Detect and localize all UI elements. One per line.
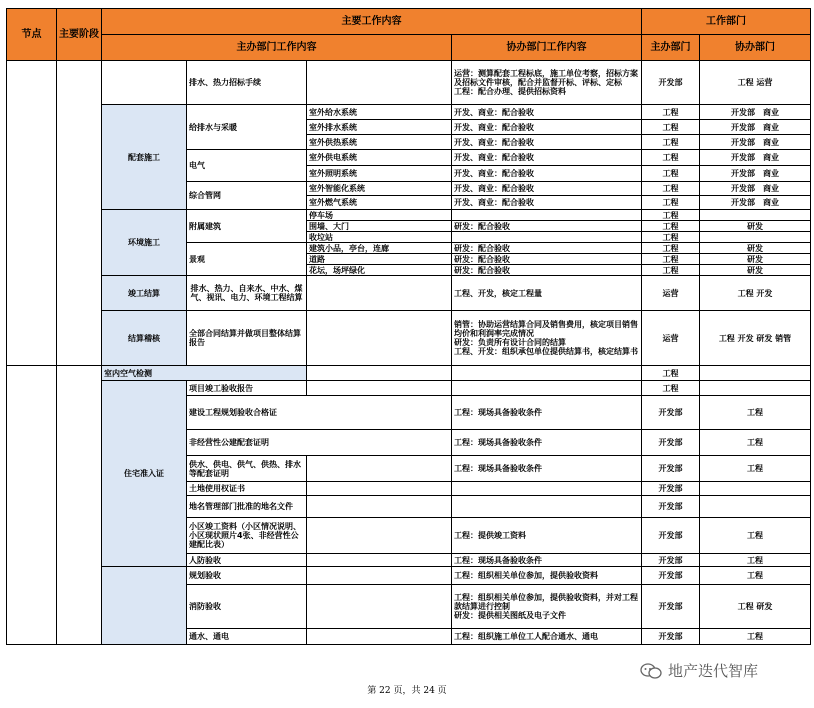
table-cell [307, 554, 452, 567]
table-cell: 综合管网 [187, 182, 307, 210]
table-cell [452, 210, 642, 221]
table-cell: 销管：协助运营结算合同及销售费用，核定项目销售均价和利润率完成情况 研发：负责所有设计合同的结算 工程、开发：组织承包单位提供结算书，核定结算书 [452, 311, 642, 366]
table-cell: 工程 [642, 221, 700, 232]
table-cell: 开发、商业：配合验收 [452, 105, 642, 120]
table-cell: 室外供热系统 [307, 135, 452, 150]
table-cell: 开发部 [642, 518, 700, 554]
stage-cell [57, 366, 102, 645]
table-cell: 工程：现场具备验收条件 [452, 456, 642, 482]
stage-cell [57, 61, 102, 366]
table-cell: 电气 [187, 150, 307, 182]
table-cell [307, 567, 452, 585]
table-cell: 土地使用权证书 [187, 482, 307, 496]
table-cell [307, 518, 452, 554]
header-node: 节点 [7, 9, 57, 61]
category-cell: 结算稽核 [102, 311, 187, 366]
category-cell: 环境施工 [102, 210, 187, 276]
table-cell [452, 482, 642, 496]
table-cell: 工程 [642, 196, 700, 210]
table-cell: 研发 [700, 265, 811, 276]
table-cell: 室外排水系统 [307, 120, 452, 135]
table-cell: 工程：现场具备验收条件 [452, 430, 642, 456]
table-cell: 研发 [700, 254, 811, 265]
table-cell: 室外智能化系统 [307, 182, 452, 196]
table-cell [307, 61, 452, 105]
table-cell [307, 456, 452, 482]
category-cell [102, 567, 187, 645]
table-cell: 工程 [700, 456, 811, 482]
table-cell [700, 482, 811, 496]
table-cell: 开发部 [642, 456, 700, 482]
table-cell: 开发部 商业 [700, 182, 811, 196]
header-assist-content: 协办部门工作内容 [452, 35, 642, 61]
table-cell: 围墙、大门 [307, 221, 452, 232]
watermark-text: 地产迭代智库 [668, 663, 759, 680]
table-cell [307, 629, 452, 645]
header-dept: 工作部门 [642, 9, 811, 35]
table-cell: 全部合同结算并做项目整体结算报告 [187, 311, 307, 366]
table-cell: 非经营性公建配套证明 [187, 430, 452, 456]
table-cell [700, 496, 811, 518]
table-cell: 工程 [700, 518, 811, 554]
table-cell: 工程 [700, 554, 811, 567]
table-cell [307, 585, 452, 629]
watermark [640, 660, 758, 681]
table-cell: 工程 [700, 567, 811, 585]
table-cell: 开发部 [642, 482, 700, 496]
table-cell: 工程 研发 [700, 585, 811, 629]
table-cell: 工程 [700, 629, 811, 645]
table-cell: 道路 [307, 254, 452, 265]
table-cell: 开发、商业：配合验收 [452, 166, 642, 182]
category-cell: 室内空气检测 [102, 366, 307, 381]
table-cell: 工程 [642, 166, 700, 182]
table-cell: 开发部 商业 [700, 105, 811, 120]
category-cell [102, 61, 187, 105]
table-cell: 开发、商业：配合验收 [452, 196, 642, 210]
header-main-work: 主要工作内容 [102, 9, 642, 35]
table-cell: 工程：组织相关单位参加，提供验收资料，并对工程款结算进行控制 研发：提供相关图纸及电子文件 [452, 585, 642, 629]
table-cell: 花坛，场坪绿化 [307, 265, 452, 276]
table-cell: 规划验收 [187, 567, 307, 585]
wechat-icon [640, 663, 662, 679]
table-cell: 供水、供电、供气、供热、排水等配套证明 [187, 456, 307, 482]
table-cell: 运营 [642, 276, 700, 311]
table-cell: 工程 开发 [700, 276, 811, 311]
table-cell [307, 276, 452, 311]
table-cell: 工程 [642, 381, 700, 396]
table-cell: 开发部 商业 [700, 166, 811, 182]
sheet [6, 8, 810, 645]
table-cell: 运营：测算配套工程标底，施工单位考察，招标方案及招标文件审核，配合并监督开标、评标、定标 工程：配合办理、提供招标资料 [452, 61, 642, 105]
table-cell: 排水、热力、自来水、中水、煤气、视讯、电力、环境工程结算 [187, 276, 307, 311]
table-cell: 建筑小品，亭台，连廊 [307, 243, 452, 254]
table-cell [700, 232, 811, 243]
table-cell: 景观 [187, 243, 307, 276]
table-cell [452, 232, 642, 243]
category-cell: 竣工结算 [102, 276, 187, 311]
header-lead-dept: 主办部门 [642, 35, 700, 61]
table-cell: 室外给水系统 [307, 105, 452, 120]
table-cell: 工程 [642, 243, 700, 254]
table-cell [700, 366, 811, 381]
table-cell: 开发、商业：配合验收 [452, 135, 642, 150]
table-cell: 开发部 [642, 496, 700, 518]
header-lead-content: 主办部门工作内容 [102, 35, 452, 61]
table-cell: 排水、热力招标手续 [187, 61, 307, 105]
node-cell [7, 366, 57, 645]
table-cell: 开发部 商业 [700, 196, 811, 210]
table-cell: 室外燃气系统 [307, 196, 452, 210]
table-cell: 工程 运营 [700, 61, 811, 105]
node-cell [7, 61, 57, 366]
table-cell [307, 366, 452, 381]
table-cell: 通水、通电 [187, 629, 307, 645]
table-cell: 收垃站 [307, 232, 452, 243]
table-cell: 工程：现场具备验收条件 [452, 396, 642, 430]
table-cell: 工程 开发 研发 销管 [700, 311, 811, 366]
table-cell: 运营 [642, 311, 700, 366]
table-cell: 开发部 [642, 61, 700, 105]
category-cell: 住宅准入证 [102, 381, 187, 567]
table-cell [452, 496, 642, 518]
table-cell [307, 381, 452, 396]
table-cell: 工程 [642, 150, 700, 166]
table-cell: 室外供电系统 [307, 150, 452, 166]
table-cell: 开发部 [642, 430, 700, 456]
table-cell: 工程：组织施工单位工人配合通水、通电 [452, 629, 642, 645]
table-cell: 项目竣工验收报告 [187, 381, 307, 396]
table-cell: 工程 [642, 265, 700, 276]
table-cell: 研发：配合验收 [452, 243, 642, 254]
header-stage: 主要阶段 [57, 9, 102, 61]
table-cell: 小区竣工资料（小区情况说明、小区现状照片4张、非经营性公建配比表） [187, 518, 307, 554]
table-cell: 研发：配合验收 [452, 221, 642, 232]
table-cell: 开发部 [642, 585, 700, 629]
category-cell: 配套施工 [102, 105, 187, 210]
table-cell: 工程 [700, 396, 811, 430]
table-cell: 开发部 商业 [700, 150, 811, 166]
table-cell: 开发、商业：配合验收 [452, 120, 642, 135]
table-cell: 开发部 [642, 629, 700, 645]
table-cell [452, 381, 642, 396]
table-cell: 工程 [642, 135, 700, 150]
table-cell: 给排水与采暖 [187, 105, 307, 150]
table-cell: 工程 [642, 210, 700, 221]
table-cell [307, 496, 452, 518]
table-cell: 地名管理部门批准的地名文件 [187, 496, 307, 518]
header-assist-dept: 协办部门 [700, 35, 811, 61]
table-cell [700, 210, 811, 221]
table-cell: 工程 [642, 232, 700, 243]
table-cell: 研发 [700, 243, 811, 254]
table-cell: 开发部 [642, 554, 700, 567]
table-cell: 工程、开发，核定工程量 [452, 276, 642, 311]
table-cell: 人防验收 [187, 554, 307, 567]
table-cell: 开发部 商业 [700, 120, 811, 135]
table-cell: 工程 [642, 120, 700, 135]
work-table [6, 8, 811, 645]
table-cell [307, 311, 452, 366]
table-cell [700, 381, 811, 396]
table-cell: 工程：组织相关单位参加，提供验收资料 [452, 567, 642, 585]
table-cell: 研发：配合验收 [452, 254, 642, 265]
table-cell: 室外照明系统 [307, 166, 452, 182]
table-cell: 开发部 [642, 567, 700, 585]
table-cell: 开发部 [642, 396, 700, 430]
table-cell: 停车场 [307, 210, 452, 221]
table-cell: 工程 [700, 430, 811, 456]
table-cell [452, 366, 642, 381]
table-cell: 工程：现场具备验收条件 [452, 554, 642, 567]
table-cell: 开发、商业：配合验收 [452, 150, 642, 166]
table-cell: 开发部 商业 [700, 135, 811, 150]
table-cell [307, 482, 452, 496]
table-cell: 附属建筑 [187, 210, 307, 243]
table-cell: 研发：配合验收 [452, 265, 642, 276]
table-cell: 消防验收 [187, 585, 307, 629]
page-number: 第 22 页，共 24 页 [367, 686, 447, 696]
table-cell: 建设工程规划验收合格证 [187, 396, 452, 430]
table-cell: 开发、商业：配合验收 [452, 182, 642, 196]
table-cell: 工程：提供竣工资料 [452, 518, 642, 554]
table-cell: 研发 [700, 221, 811, 232]
table-cell: 工程 [642, 254, 700, 265]
table-cell: 工程 [642, 105, 700, 120]
table-cell: 工程 [642, 182, 700, 196]
table-cell: 工程 [642, 366, 700, 381]
